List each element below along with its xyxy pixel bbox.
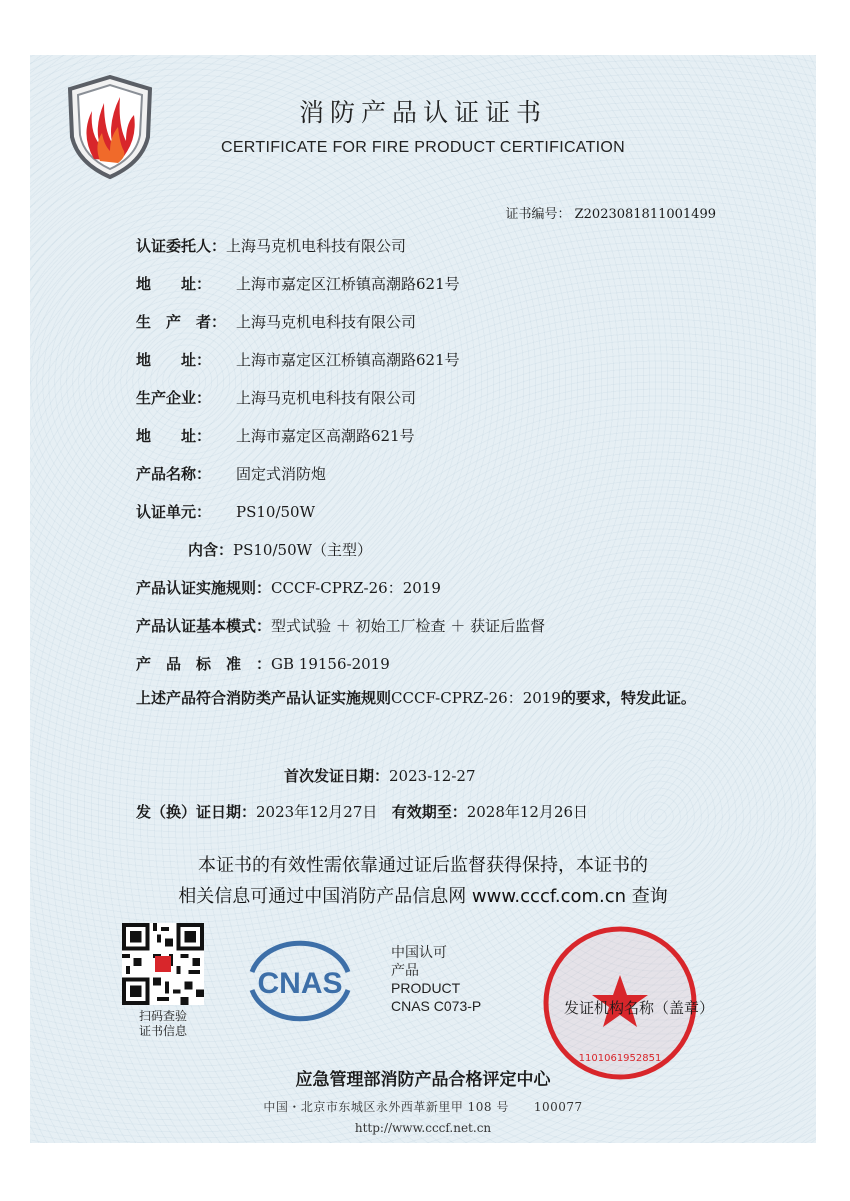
field-value: CCCF-CPRZ-26：2019 [271,579,441,597]
field-row-manufacturer [136,387,416,411]
first-issue-label: 首次发证日期： [284,767,390,785]
field-value: 上海马克机电科技有限公司 [226,237,407,255]
issue-date-label: 发（换）证日期： [136,803,257,821]
field-value: 型式试验 ＋ 初始工厂检查 ＋ 获证后监督 [271,617,546,635]
valid-until-value: 2028年12月26日 [466,803,589,821]
field-label: 认证单元： [136,503,212,521]
field-label: 地 址： [136,275,212,293]
statement-rule: CCCF-CPRZ-26：2019 [391,689,561,707]
qr-caption [122,1009,204,1039]
field-value: 固定式消防炮 [236,465,327,483]
cnas-line-1: 中国认可 [391,944,447,960]
certificate-sheet [30,55,816,1143]
field-value: 上海市嘉定区高潮路621号 [236,427,415,445]
issuing-organization: 应急管理部消防产品合格评定中心 [295,1070,551,1090]
issue-date-value: 2023年12月27日 [256,803,378,821]
field-row-product-name [136,463,326,487]
field-row-applicant [136,235,406,259]
notice-line-1: 本证书的有效性需依靠通过证后监督获得保持，本证书的 [198,855,648,876]
field-row-manufacturer-address [136,425,415,449]
title-en: CERTIFICATE FOR FIRE PRODUCT CERTIFICATION [220,139,626,156]
field-value: PS10/50W [236,503,316,521]
field-label: 内含： [188,541,234,559]
field-row-product-standard [136,653,390,677]
field-label: 产品认证实施规则： [136,579,272,597]
valid-until-label: 有效期至： [391,803,467,821]
certificate-number: 证书编号： Z2023081811001499 [505,207,716,222]
organization-url[interactable]: http://www.cccf.net.cn [354,1121,492,1135]
first-issue-date [284,765,476,786]
field-value: 上海市嘉定区江桥镇高潮路621号 [236,275,460,293]
qr-caption-line2: 证书信息 [138,1024,187,1038]
cnas-line-3: PRODUCT [391,980,461,996]
cnas-accreditation-text [391,943,481,1015]
field-value: 上海市嘉定区江桥镇高潮路621号 [236,351,460,369]
field-value: PS10/50W（主型） [233,541,373,559]
field-label: 地 址： [136,351,212,369]
issue-and-validity-dates [136,801,588,822]
field-row-applicant-address [136,273,460,297]
field-label: 生产企业： [136,389,212,407]
field-value: 上海马克机电科技有限公司 [236,313,417,331]
field-row-producer [136,311,416,335]
notice-line-2: 相关信息可通过中国消防产品信息网 www.cccf.com.cn 查询 [178,886,668,907]
cnas-line-2: 产品 [391,962,419,978]
field-row-implementation-rule [136,577,441,601]
cnas-logo-icon [230,932,370,1030]
qr-code-icon[interactable] [122,923,204,1005]
field-value: GB 19156-2019 [271,655,390,673]
seal-number: 1101061952851 [578,1053,662,1064]
field-label: 产 品 标 准 ： [136,655,272,673]
field-row-cert-unit [136,501,315,525]
field-row-cert-mode [136,615,545,639]
field-row-contains [188,539,372,563]
field-label: 认证委托人： [136,237,227,255]
field-row-producer-address [136,349,460,373]
field-label: 产品认证基本模式： [136,617,272,635]
cnas-logo-text: CNAS [257,967,343,1000]
cnas-line-4: CNAS C073-P [391,998,482,1014]
field-label: 产品名称： [136,465,212,483]
issuer-label: 发证机构名称（盖章） [564,999,715,1017]
conformity-statement [136,679,736,717]
qr-caption-line1: 扫码查验 [138,1009,187,1023]
field-value: 上海马克机电科技有限公司 [236,389,417,407]
statement-part1: 上述产品符合消防类产品认证实施规则 [136,689,392,707]
title-cn: 消防产品认证证书 [298,98,547,127]
field-label: 地 址： [136,427,212,445]
organization-address: 中国・北京市东城区永外西革新里甲 108 号 100077 [263,1100,583,1114]
statement-part2: 的要求，特发此证。 [560,689,696,707]
field-label: 生 产 者： [136,313,227,331]
first-issue-value: 2023-12-27 [389,767,476,785]
